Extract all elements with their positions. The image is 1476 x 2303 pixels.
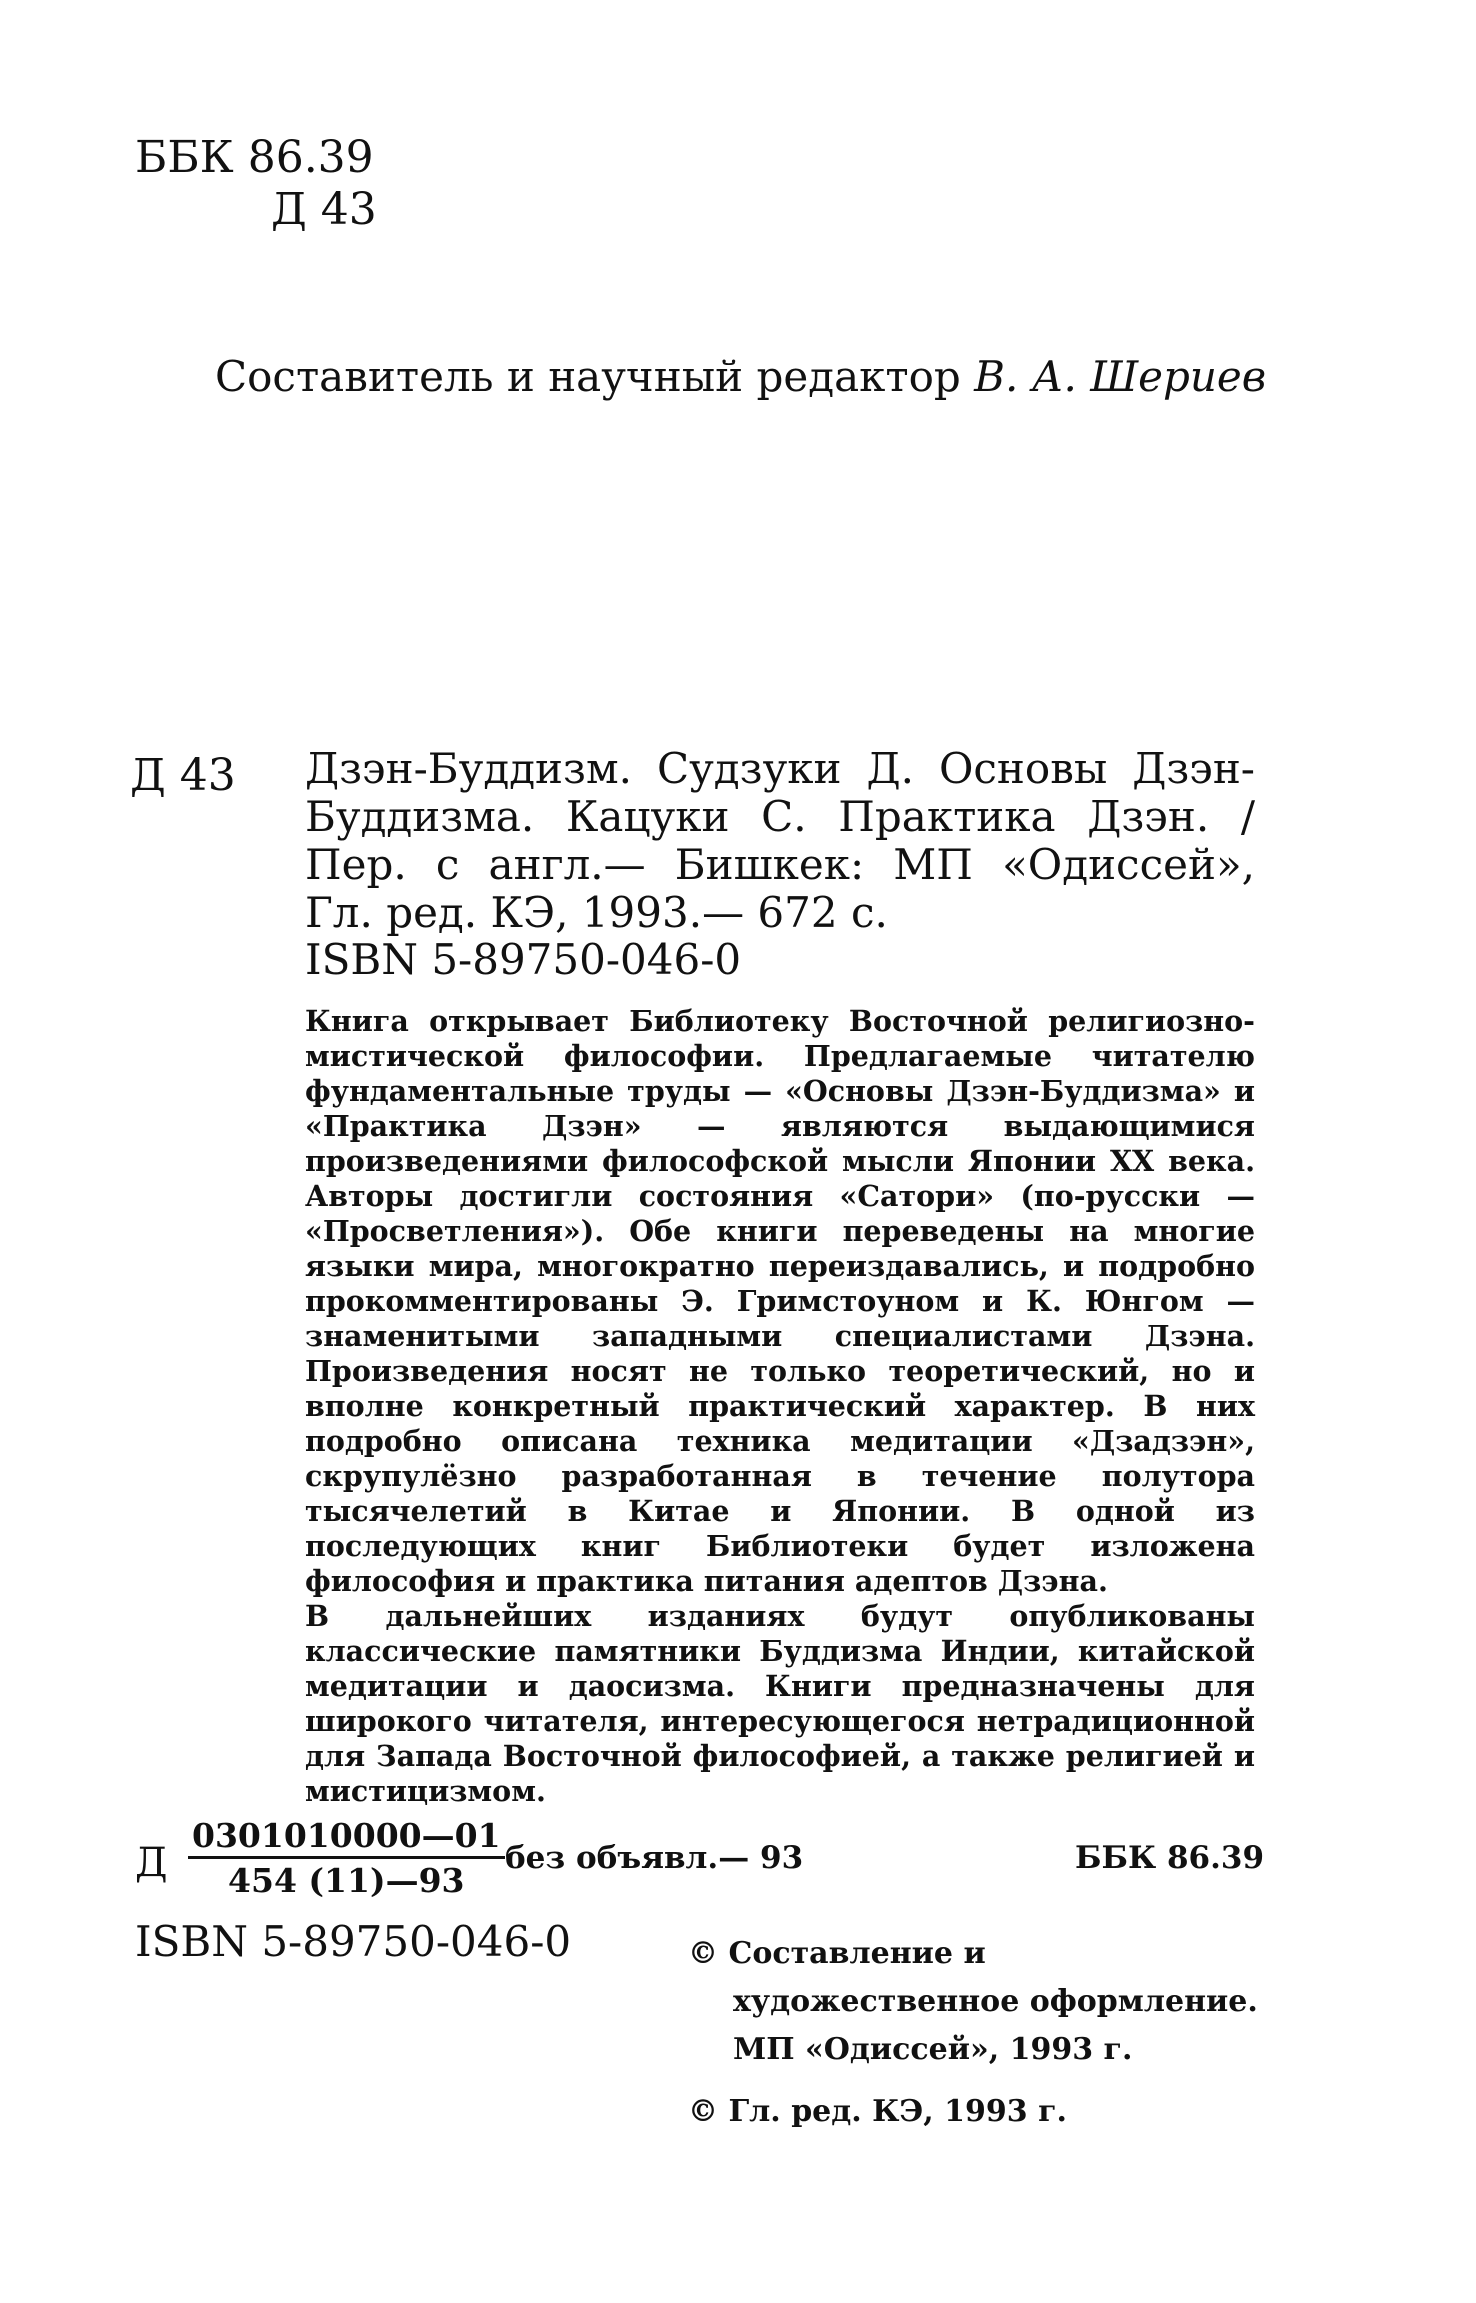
copyright-editorial: © Гл. ред. КЭ, 1993 г. [688, 2094, 1067, 2129]
annotation-paragraph-1: Книга открывает Библиотеку Восточной религиозно-мистической философии. Предлагаемые читателю фундаментальные труды — «Основы Дзэн-Буддизма» и «Практика Дзэн» — являются выдающимися произведениями философской мысли Японии XX века. Авторы достигли состояния «Сатори» (по-русски — «Просветления»). Обе книги переведены на многие языки мира, многократно переиздавались, и подробно прокомментированы Э. Гримстоуном и К. Юнгом — знаменитыми западными специалистами Дзэна. Произведения носят не только теоретический, но и вполне конкретный практический характер. В них подробно описана техника медитации «Дзадзэн», скрупулёзно разработанная в течение полутора тысячелетий в Китае и Японии. В одной из последующих книг Библиотеки будет изложена философия и практика питания адептов Дзэна. [305, 1004, 1255, 1598]
annotation-paragraph-2: В дальнейших изданиях будут опубликованы классические памятники Буддизма Индии, китайской медитации и даосизма. Книги предназначены для широкого читателя, интересующегося нетрадиционной для Запада Восточной философией, а также религией и мистицизмом. [305, 1599, 1255, 1808]
bbk-header [135, 132, 377, 236]
publication-index-fraction [188, 1818, 505, 1899]
compiler-line [215, 352, 1266, 401]
entry-mark: Д 43 [130, 750, 236, 801]
entry-isbn: ISBN 5-89750-046-0 [305, 935, 742, 984]
fraction-denominator: 454 (11)—93 [228, 1861, 465, 1900]
no-announcement: без объявл.— 93 [505, 1840, 804, 1876]
footer-bbk: ББК 86.39 [1075, 1840, 1265, 1876]
fraction-numerator: 0301010000—01 [188, 1818, 505, 1859]
copyright-block [688, 1930, 1258, 2136]
index-letter: Д [135, 1840, 168, 1886]
compiler-label: Составитель и научный редактор [215, 352, 961, 401]
bibliographic-entry: Дзэн-Буддизм. Судзуки Д. Основы Дзэн-Буддизма. Кацуки С. Практика Дзэн. / Пер. с англ.— Бишкек: МП «Одиссей», Гл. ред. КЭ, 1993.— 672 с. [305, 744, 1255, 937]
copyright-compilation: © Составление и художественное оформление. МП «Одиссей», 1993 г. [688, 1936, 1258, 2067]
bbk-code: ББК 86.39 [135, 132, 374, 183]
compiler-name: В. А. Шериев [974, 352, 1267, 401]
annotation [305, 1004, 1255, 1809]
catalog-mark: Д 43 [271, 184, 377, 235]
footer-isbn: ISBN 5-89750-046-0 [135, 1917, 572, 1966]
